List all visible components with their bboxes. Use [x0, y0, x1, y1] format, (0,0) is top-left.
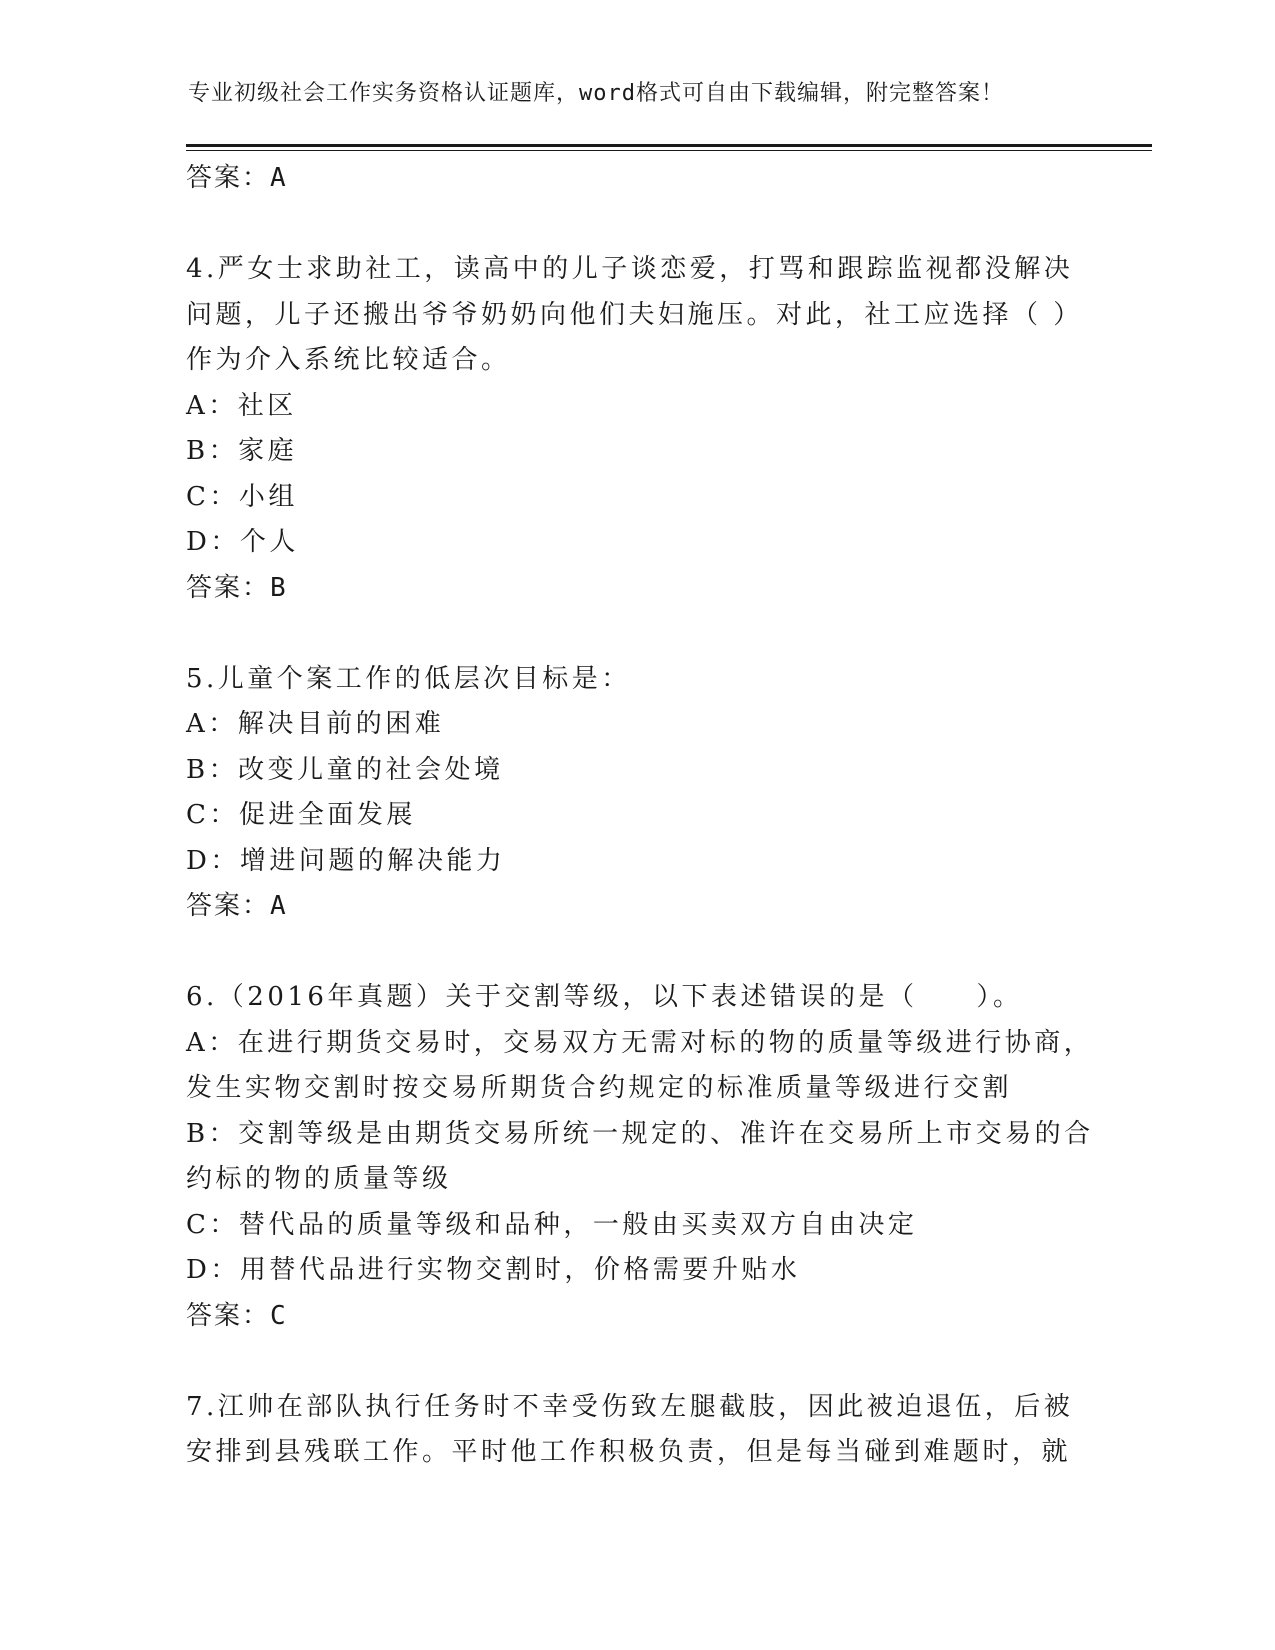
question-stem-line: 4.严女士求助社工，读高中的儿子谈恋爱，打骂和跟踪监视都没解决: [186, 254, 1074, 284]
question-block: [186, 975, 1094, 1385]
answer-line: 答案：A: [186, 163, 288, 193]
answer-line: 答案：B: [186, 572, 288, 603]
question-stem-line: 5.儿童个案工作的低层次目标是：: [186, 663, 631, 694]
answer-line: 答案：C: [186, 1300, 288, 1331]
question-stem-line: 问题，儿子还搬出爷爷奶奶向他们夫妇施压。对此，社工应选择（ ）: [186, 299, 1083, 330]
option-line: C：小组: [186, 481, 298, 512]
question-stem-line: 7.江帅在部队执行任务时不幸受伤致左腿截肢，因此被迫退伍，后被: [186, 1391, 1074, 1422]
option-line: D：个人: [186, 527, 299, 557]
question-block: [186, 247, 1086, 657]
option-line: A：在进行期货交易时，交易双方无需对标的物的质量等级进行协商，: [186, 1027, 1094, 1058]
header-rule-thin: [186, 150, 1152, 151]
option-line: C：促进全面发展: [186, 800, 416, 830]
page-header: 专业初级社会工作实务资格认证题库，word格式可自由下载编辑，附完整答案！: [188, 81, 1004, 106]
option-line: B：家庭: [186, 436, 298, 466]
question-stem-line: 6.（2016年真题）关于交割等级，以下表述错误的是（ ）。: [186, 982, 1023, 1012]
spacer: [186, 611, 1086, 657]
option-line: 发生实物交割时按交易所期货合约规定的标准质量等级进行交割: [186, 1073, 1013, 1103]
option-line: 约标的物的质量等级: [186, 1164, 452, 1194]
answer-line: 答案：A: [186, 891, 288, 921]
question-block: [186, 657, 1086, 976]
option-line: D：用替代品进行实物交割时，价格需要升贴水: [186, 1255, 801, 1285]
spacer: [186, 930, 1086, 976]
option-line: B：交割等级是由期货交易所统一规定的、准许在交易所上市交易的合: [186, 1118, 1094, 1149]
option-line: C：替代品的质量等级和品种，一般由买卖双方自由决定: [186, 1209, 918, 1240]
spacer: [186, 1339, 1086, 1385]
question-stem-line: 作为介入系统比较适合。: [186, 345, 511, 375]
question-list: [186, 247, 1094, 1476]
option-line: A：社区: [186, 390, 297, 421]
spacer: [186, 202, 1086, 248]
option-line: D：增进问题的解决能力: [186, 845, 506, 876]
question-stem-line: 安排到县残联工作。平时他工作积极负责，但是每当碰到难题时，就: [186, 1437, 1072, 1467]
question-block: [186, 1385, 1086, 1476]
option-line: B：改变儿童的社会处境: [186, 754, 504, 785]
option-line: A：解决目前的困难: [186, 709, 445, 739]
question-content: [186, 156, 1094, 1476]
header-rule-thick: [186, 144, 1152, 147]
